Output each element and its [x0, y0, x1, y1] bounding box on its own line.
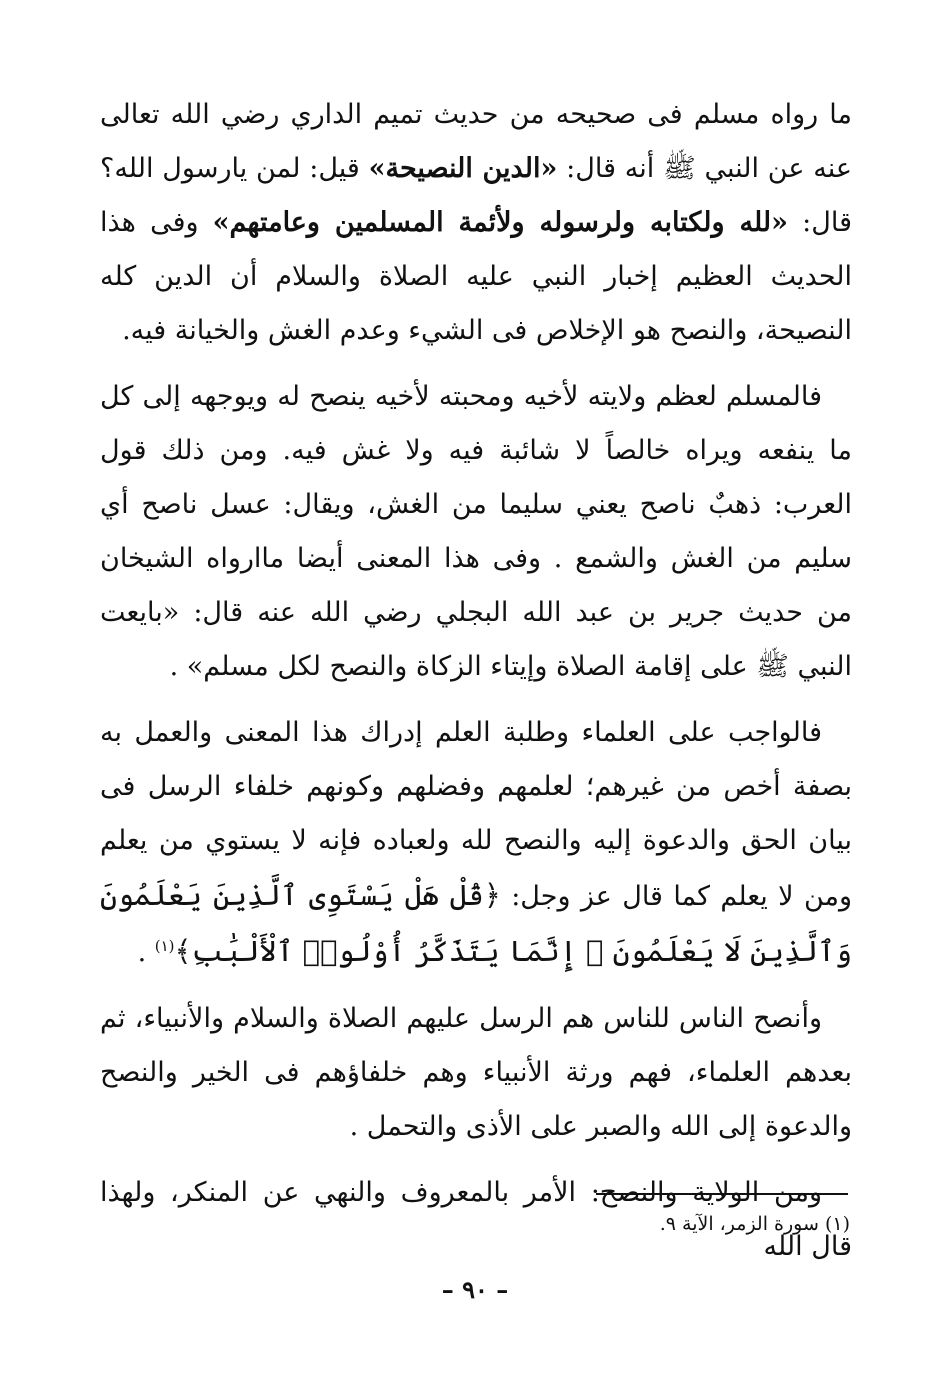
p1-text-1: ما رواه مسلم فى صحيحه من حديث تميم الداري رضي الله تعالى عنه عن النبي ﷺ أنه قال: — [100, 99, 853, 184]
paragraph-1 — [100, 88, 852, 358]
p2-hadith-quote: «بايعت النبي ﷺ على إقامة الصلاة وإيتاء الزكاة والنصح لكل مسلم» — [100, 597, 852, 682]
paragraph-2 — [100, 370, 852, 694]
paragraph-3 — [100, 706, 852, 980]
p1-hadith-quote-1: «الدين النصيحة» — [368, 153, 558, 184]
footnote-divider — [596, 1193, 848, 1195]
footnote-marker[interactable]: (١) — [154, 937, 175, 955]
p1-hadith-quote-2: «لله ولكتابه ولرسوله ولأئمة المسلمين وعامتهم» — [212, 207, 788, 238]
p3-quran-verse: ﴿قُلْ هَلْ يَسْتَوِى ٱلَّذِينَ يَعْلَمُونَ وَٱلَّذِينَ لَا يَعْلَمُونَ ۗ إِنَّمَا يَتَذَكَّرُ أُوْلُوا۟ ٱلْأَلْبَٰبِ﴾ — [100, 878, 852, 968]
p5-text-1: ومن الولاية والنصح: الأمر بالمعروف والنهي عن المنكر، ولهذا قال الله — [100, 1177, 852, 1262]
p1-text-2: قيل: لمن يارسول الله؟ قال: — [100, 153, 852, 238]
page-number: – ٩٠ – — [441, 1275, 509, 1304]
p2-text-2: . — [169, 651, 187, 682]
p3-text-1: فالواجب على العلماء وطلبة العلم إدراك هذا المعنى والعمل به بصفة أخص من غيرهم؛ لعلمهم وفضلهم وكونهم خلفاء الرسل فى بيان الحق والدعوة إليه والنصح لله ولعباده فإنه لا يستوي من يعلم ومن لا يعلم كما قال عز وجل: — [100, 717, 853, 912]
paragraph-4 — [100, 992, 852, 1154]
p4-text-1: وأنصح الناس للناس هم الرسل عليهم الصلاة والسلام والأنبياء، ثم بعدهم العلماء، فهم ورثة الأنبياء وهم خلفاؤهم فى الخير والنصح والدعوة إلى الله والصبر على الأذى والتحمل . — [100, 1003, 852, 1142]
footnote: (١) سورة الزمر، الآية ٩. — [659, 1213, 850, 1235]
p1-text-3: وفى هذا الحديث العظيم إخبار النبي عليه الصلاة والسلام أن الدين كله النصيحة، والنصح هو الإخلاص فى الشيء وعدم الغش والخيانة فيه. — [100, 207, 852, 346]
page-body — [100, 88, 852, 1286]
p2-text-1: فالمسلم لعظم ولايته لأخيه ومحبته لأخيه ينصح له ويوجهه إلى كل ما ينفعه ويراه خالصاً لا شائبة فيه ولا غش فيه. ومن ذلك قول العرب: ذهبٌ ناصح يعني سليما من الغش، ويقال: عسل ناصح أي سليم من الغش والشمع . وفى هذا المعنى أيضا ماارواه الشيخان من حديث جرير بن عبد الله البجلي رضي الله عنه قال: — [100, 381, 852, 628]
p3-text-2: . — [137, 937, 155, 968]
